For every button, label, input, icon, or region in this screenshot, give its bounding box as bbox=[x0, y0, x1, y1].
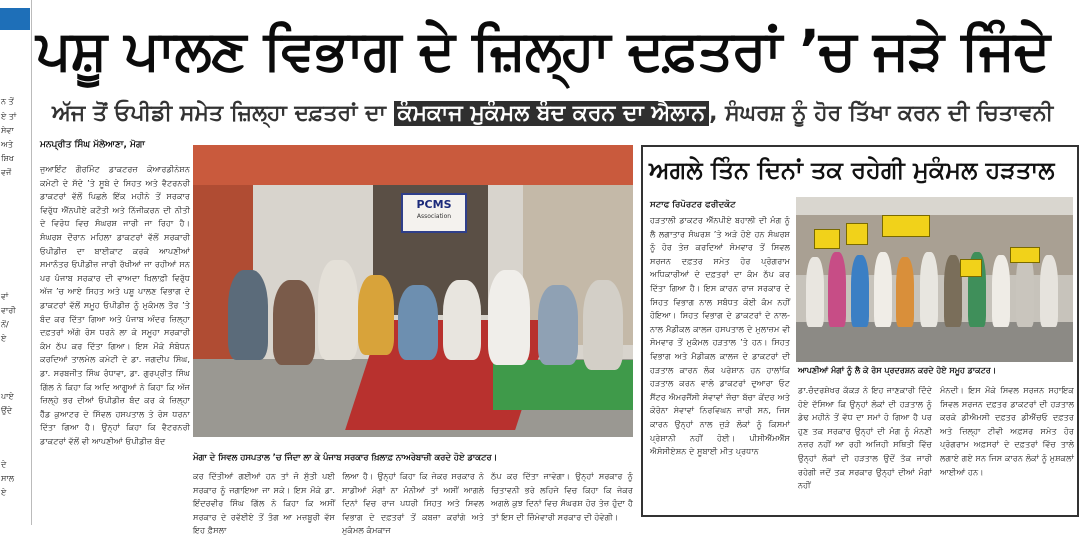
under-photo-column-3: ਠੱਪ ਕਰ ਦਿੱਤਾ ਜਾਵੇਗਾ। ਉਨ੍ਹਾਂ ਸਰਕਾਰ ਨੂੰ ਚਿਤਾਵਨੀ ਭਰੇ ਲਹਿਜੇ ਵਿਚ ਕਿਹਾ ਕਿ ਜੇਕਰ ਅਗਲੇ ਕੁਝ ਦਿਨਾਂ ਵਿਚ ਸੰਘਰਸ਼ ਹੋਰ ਤੇਜ਼ ਹੁੰਦਾ ਹੈ ਤਾਂ ਇਸ ਦੀ ਜ਼ਿੰਮੇਵਾਰੀ ਸਰਕਾਰ ਦੀ ਹੋਵੇਗੀ। bbox=[491, 471, 633, 522]
headline: ਪਸ਼ੂ ਪਾਲਣ ਵਿਭਾਗ ਦੇ ਜ਼ਿਲ੍ਹਾ ਦਫ਼ਤਰਾਂ ’ਚ ਜੜੇ ਜਿੰਦੇ bbox=[36, 18, 1050, 82]
protester-figure bbox=[806, 257, 824, 327]
protester-figure bbox=[828, 252, 846, 327]
protest-placard bbox=[960, 259, 982, 277]
sidebar-story-body: ਹੜਤਾਲੀ ਡਾਕਟਰ ਐੱਨਪੀਏ ਬਹਾਲੀ ਦੀ ਮੰਗ ਨੂੰ ਲੈ ਲਗਾਤਾਰ ਸੰਘਰਸ਼ ’ਤੇ ਅੜੇ ਹੋਏ ਹਨ ਸੰਘਰਸ਼ ਨੂੰ ਹੋਰ ਤੇਜ਼ ਕਰਦਿਆਂ ਸੋਮਵਾਰ ਤੋਂ ਸਿਵਲ ਸਰਜਨ ਦਫ਼ਤਰ ਸਮੇਤ ਹੋਰ ਪ੍ਰੋਗਰਾਮ ਅਧਿਕਾਰੀਆਂ ਦੇ ਦਫ਼ਤਰਾਂ ਦਾ ਕੰਮ ਠੱਪ ਕਰ ਦਿੱਤਾ ਗਿਆ ਹੈ। ਇਸ ਕਾਰਨ ਰਾਜ ਸਰਕਾਰ ਦੇ ਸਿਹਤ ਵਿਭਾਗ ਨਾਲ ਸਬੰਧਤ ਕੋਈ ਕੰਮ ਨਹੀਂ ਹੋਇਆ। ਸਿਹਤ ਵਿਭਾਗ ਦੇ ਡਾਕਟਰਾਂ ਦੇ ਨਾਲ-ਨਾਲ ਮੈਡੀਕਲ ਕਾਲਜ ਹਸਪਤਾਲ ਦੇ ਮੁਲਾਜ਼ਮ ਵੀ ਸੋਮਵਾਰ ਤੋਂ ਮੁਕੰਮਲ ਹੜਤਾਲ ’ਤੇ ਹਨ। ਸਿਹਤ ਵਿਭਾਗ ਅਤੇ ਮੈਡੀਕਲ ਕਾਲਜ ਦੇ ਡਾਕਟਰਾਂ ਦੀ ਹੜਤਾਲ ਕਾਰਨ ਲੋਕ ਪਰੇਸ਼ਾਨ ਹਨ ਹਾਲਾਂਕਿ ਹੜਤਾਲ ਕਰਨ ਵਾਲੇ ਡਾਕਟਰਾਂ ਦੁਆਰਾ ਓਟ ਸੈਂਟਰ ਐਮਰਜੈਂਸੀ ਸੇਵਾਵਾਂ ਜੱਚਾ ਬੱਚਾ ਕੇਂਦਰ ਅਤੇ ਕੋਰੋਨਾ ਸੇਵਾਵਾਂ ਨਿਰਵਿਘਨ ਜਾਰੀ ਸਨ, ਜਿਸ ਕਾਰਨ ਉਨ੍ਹਾਂ ਨਾਲ ਜੁੜੇ ਲੋਕਾਂ ਨੂੰ ਕਿਸਮਾਂ ਪ੍ਰੇਸ਼ਾਨੀ ਨਹੀਂ ਹੋਈ। ਪੀਸੀਐੱਮਐੱਸ ਐਸੋਸੀਏਸ਼ਨ ਦੇ ਸੂਬਾਈ ਮੀਤ ਪ੍ਰਧਾਨ bbox=[650, 215, 790, 457]
protester-figure bbox=[318, 260, 358, 360]
adjacent-column-text-fragment: ਅਤੇ bbox=[1, 140, 13, 149]
adjacent-column-color-bar bbox=[0, 8, 30, 30]
photo-wall bbox=[193, 145, 633, 185]
adjacent-column-text-fragment: ਸ਼ਿਖ bbox=[1, 154, 14, 163]
pcms-banner bbox=[401, 193, 467, 233]
subheadline-part-1: ਅੱਜ ਤੋਂ ਓਪੀਡੀ ਸਮੇਤ ਜ਼ਿਲ੍ਹਾ ਦਫ਼ਤਰਾਂ ਦਾ bbox=[52, 101, 394, 126]
protester-figure bbox=[583, 280, 623, 370]
adjacent-column-clipped bbox=[0, 0, 30, 525]
adjacent-column-text-fragment: ਸੇਵਾ bbox=[1, 126, 14, 135]
pcms-banner-title: PCMS bbox=[416, 198, 452, 211]
protester-figure bbox=[874, 252, 892, 327]
under-photo-column-2: ਲਿਆ ਹੈ। ਉਨ੍ਹਾਂ ਕਿਹਾ ਕਿ ਜੇਕਰ ਸਰਕਾਰ ਨੇ ਸਾਡੀਆਂ ਮੰਗਾਂ ਨਾ ਮੰਨੀਆਂ ਤਾਂ ਅਸੀਂ ਆਗਲੇ ਦਿਨਾਂ ਵਿਚ ਰਾਜ ਪਧਰੀ ਸਿਹਤ ਅਤੇ ਸਿਵਲ ਵਿਭਾਗ ਦੇ ਦਫ਼ਤਰਾਂ ਤੋਂ ਕਬਜ਼ਾ ਕਰਾਂਗੇ ਅਤੇ ਮੁਕੰਮਲ ਕੰਮਕਾਜ bbox=[342, 471, 484, 536]
protest-placard bbox=[1010, 247, 1040, 263]
protester-figure bbox=[228, 270, 268, 360]
sidebar-story-byline: ਸਟਾਫ ਰਿਪੋਰਟਰ ਫਰੀਦਕੋਟ bbox=[650, 200, 736, 210]
sidebar-bottom-column-1: ਡਾ.ਚੰਦਰਸ਼ੇਖਰ ਕੱਕੜ ਨੇ ਇਹ ਜਾਣਕਾਰੀ ਦਿੰਦੇ ਹੋਏ ਦੱਸਿਆ ਕਿ ਉਨ੍ਹਾਂ ਲੋਕਾਂ ਦੀ ਹੜਤਾਲ ਨੂੰ ਡੇਢ ਮਹੀਨੇ ਤੋਂ ਵੱਧ ਦਾ ਸਮਾਂ ਹੋ ਗਿਆ ਹੈ ਪਰ ਹੁਣ ਤਕ ਸਰਕਾਰ ਉਨ੍ਹਾਂ ਦੀ ਮੰਗ ਨੂੰ ਮੰਨਣੀ ਨਜ਼ਰ ਨਹੀਂ ਆ ਰਹੀ ਅਜਿਹੀ ਸਥਿਤੀ ਵਿੱਚ ਉਨ੍ਹਾਂ ਲੋਕਾਂ ਦੀ ਹੜਤਾਲ ਉਦੋਂ ਤੱਕ ਜਾਰੀ ਰਹੇਗੀ ਜਦੋਂ ਤਕ ਸਰਕਾਰ ਉਨ੍ਹਾਂ ਦੀਆਂ ਮੰਗਾਂ ਨਹੀਂ bbox=[798, 385, 932, 491]
column-rule bbox=[31, 0, 32, 525]
adjacent-column-text-fragment: ਉਂਦੇ bbox=[1, 406, 13, 415]
adjacent-column-text-fragment: ਸਾਲ bbox=[1, 474, 15, 483]
sidebar-story-photo bbox=[796, 197, 1073, 362]
protester-figure bbox=[992, 255, 1010, 327]
sidebar-story-headline: ਅਗਲੇ ਤਿੰਨ ਦਿਨਾਂ ਤਕ ਰਹੇਗੀ ਮੁਕੰਮਲ ਹੜਤਾਲ bbox=[649, 156, 1055, 184]
adjacent-column-text-fragment: ਨ ਤੋਂ bbox=[1, 97, 14, 106]
protester-figure bbox=[358, 275, 394, 355]
protester-figure bbox=[1040, 255, 1058, 327]
sidebar-photo-caption: ਆਪਣੀਆਂ ਮੰਗਾਂ ਨੂੰ ਲੈ ਕੇ ਰੋਸ ਪ੍ਰਦਰਸ਼ਨ ਕਰਦੇ ਹੋਏ ਸਮੂਹ ਡਾਕਟਰ। bbox=[798, 366, 997, 375]
protester-figure bbox=[538, 285, 578, 365]
adjacent-column-text-fragment: ਪਾਏ bbox=[1, 392, 14, 401]
under-photo-column-1: ਕਰ ਦਿੱਤੀਆਂ ਗਈਆਂ ਹਨ ਤਾਂ ਜੋ ਸੁੱਤੀ ਪਈ ਸਰਕਾਰ ਨੂੰ ਜਗਾਇਆ ਜਾ ਸਕੇ। ਇਸ ਮੌਕੇ ਡਾ. ਇੰਦਰਵੀਰ ਸਿੰਘ ਗਿੱਲ ਨੇ ਕਿਹਾ ਕਿ ਅਸੀਂ ਸਰਕਾਰ ਦੇ ਰਵੱਈਏ ਤੋਂ ਤੰਗ ਆ ਮਜ਼ਬੂਰੀ ਵੱਸ ਇਹ ਫ਼ੈਸਲਾ bbox=[193, 471, 335, 536]
protester-figure bbox=[398, 285, 438, 360]
sidebar-bottom-column-2: ਮੰਨਦੀ। ਇਸ ਮੌਕੇ ਸਿਵਲ ਸਰਜਨ ਸਹਾਇਕ ਸਿਵਲ ਸਰਜਨ ਦਫ਼ਤਰ ਡਾਕਟਰਾਂ ਦੀ ਹੜਤਾਲ ਕਰਕੇ ਡੀਐਮਸੀ ਦਫ਼ਤਰ ਡੀਐੱਚਓ ਦਫ਼ਤਰ ਅਤੇ ਜ਼ਿਲ੍ਹਾ ਟੀਵੀ ਅਫ਼ਸਰ ਸਮੇਤ ਹੋਰ ਪ੍ਰੋਗਰਾਮ ਅਫ਼ਸਰਾਂ ਦੇ ਦਫ਼ਤਰਾਂ ਵਿੱਚ ਤਾਲੇ ਲਗਾਏ ਗਏ ਸਨ ਜਿਸ ਕਾਰਨ ਲੋਕਾਂ ਨੂੰ ਮੁਸ਼ਕਲਾਂ ਆਈਆਂ ਹਨ। bbox=[940, 385, 1074, 477]
subheadline-part-2: , ਸੰਘਰਸ਼ ਨੂੰ ਹੋਰ ਤਿੱਖਾ ਕਰਨ ਦੀ ਚਿਤਾਵਨੀ bbox=[709, 101, 1054, 126]
photo-road bbox=[796, 322, 1073, 362]
subheadline bbox=[52, 97, 1080, 131]
adjacent-column-text-fragment: ਨੋਂ/ bbox=[1, 320, 9, 329]
protest-placard bbox=[882, 215, 930, 237]
photo-protesters bbox=[218, 240, 628, 375]
protest-placard bbox=[846, 223, 868, 245]
adjacent-column-text-fragment: ਵਾਂ bbox=[1, 292, 9, 301]
adjacent-column-text-fragment: ਦੇ bbox=[1, 460, 7, 469]
protester-figure bbox=[273, 280, 315, 365]
protest-placard bbox=[814, 229, 840, 249]
protester-figure bbox=[443, 280, 481, 360]
main-photo bbox=[193, 145, 633, 437]
adjacent-column-text-fragment: ਏ ਤਾਂ bbox=[1, 112, 17, 121]
protester-figure bbox=[920, 252, 938, 327]
subheadline-highlight: ਕੰਮਕਾਜ ਮੁਕੰਮਲ ਬੰਦ ਕਰਨ ਦਾ ਐਲਾਨ bbox=[394, 101, 710, 126]
main-photo-caption: ਮੋਗਾ ਦੇ ਸਿਵਲ ਹਸਪਤਾਲ ’ਚ ਜਿੰਦਾ ਲਾ ਕੇ ਪੰਜਾਬ ਸਰਕਾਰ ਖ਼ਿਲਾਫ਼ ਨਾਅਰੇਬਾਜ਼ੀ ਕਰਦੇ ਹੋਏ ਡਾਕਟਰ। bbox=[193, 452, 498, 462]
byline: ਮਨਪ੍ਰੀਤ ਸਿੰਘ ਮੱਲੇਆਣਾ, ਮੋਗਾ bbox=[40, 140, 145, 150]
protester-figure bbox=[488, 270, 530, 365]
protester-figure bbox=[896, 257, 914, 327]
protester-figure bbox=[851, 255, 869, 327]
article-body-column: ਜੁਆਇੰਟ ਗੌਰਮਿੰਟ ਡਾਕਟਰਜ਼ ਕੋਆਰਡੀਨੇਸ਼ਨ ਕਮੇਟੀ ਦੇ ਸੱਦੇ ’ਤੇ ਸੂਬੇ ਦੇ ਸਿਹਤ ਅਤੇ ਵੈਟਰਨਰੀ ਡਾਕਟਰਾਂ ਵੱਲੋਂ ਪਿਛਲੇ ਇੱਕ ਮਹੀਨੇ ਤੋਂ ਸਰਕਾਰ ਵਿਰੁੱਧ ਐੱਨਪੀਏ ਕਟੌਤੀ ਅਤੇ ਨਿੱਜੀਕਰਨ ਦੀ ਨੀਤੀ ਦੇ ਵਿਰੋਧ ਵਿਚ ਸੰਘਰਸ਼ ਜਾਰੀ ਜਾ ਰਿਹਾ ਹੈ। ਸੰਘਰਸ਼ ਦੌਰਾਨ ਮਹਿਲਾ ਡਾਕਟਰਾਂ ਵੱਲੋਂ ਸਰਕਾਰੀ ਓਪੀਡੀਜ਼ ਦਾ ਬਾਈਕਾਟ ਕਰਕੇ ਆਪਣੀਆਂ ਸਮਾਨੰਤਰ ਓਪੀਡੀਜ਼ ਜਾਰੀ ਰੱਖੀਆਂ ਜਾ ਰਹੀਆਂ ਸਨ ਪਰ ਪੰਜਾਬ ਸਰਕਾਰ ਦੀ ਵਾਅਦਾ ਖ਼ਿਲਾਫ਼ੀ ਵਿਰੁੱਧ ਅੱਜ ’ਚ ਆਏ ਸਿਹਤ ਅਤੇ ਪਸ਼ੂ ਪਾਲਣ ਵਿਭਾਗ ਦੇ ਡਾਕਟਰਾਂ ਵੱਲੋਂ ਸਮੂਹ ਓਪੀਡੀਜ਼ ਨੂੰ ਮੁਕੰਮਲ ਤੌਰ ’ਤੇ ਬੰਦ ਕਰ ਦਿੱਤਾ ਗਿਆ ਅਤੇ ਪੰਜਾਬ ਅੰਦਰ ਜ਼ਿਲ੍ਹਾ ਦਫ਼ਤਰਾਂ ਅੱਗੇ ਰੋਸ ਧਰਨੇ ਲਾ ਕੇ ਸਮੂਹਾ ਸਰਕਾਰੀ ਕੰਮ ਠੱਪ ਕਰ ਦਿੱਤਾ ਗਿਆ। ਇਸ ਮੌਕੇ ਸੰਬੋਧਨ ਕਰਦਿਆਂ ਤਾਲਮੇਲ ਕਮੇਟੀ ਦੇ ਡਾ. ਜਗਦੀਪ ਸਿੰਘ, ਡਾ. ਸਰਬਜੀਤ ਸਿੰਘ ਰੰਧਾਵਾ, ਡਾ. ਗੁਰਪ੍ਰੀਤ ਸਿੰਘ ਗਿੱਲ ਨੇ ਕਿਹਾ ਕਿ ਅਦਿ ਆਗੂਆਂ ਨੇ ਕਿਹਾ ਕਿ ਅੱਜ ਜ਼ਿਲ੍ਹੇ ਭਰ ਦੀਆਂ ਓਪੀਡੀਜ਼ ਬੰਦ ਕਰ ਕੇ ਜ਼ਿਲ੍ਹਾ ਹੈੱਡ ਕੁਆਟਰ ਦੇ ਸਿੱਵਲ ਹਸਪਤਾਲ ਤੇ ਰੋਸ ਧਰਨਾ ਦਿੱਤਾ ਗਿਆ ਹੈ। ਉਨ੍ਹਾਂ ਕਿਹਾ ਕਿ ਵੈਟਰਨਰੀ ਡਾਕਟਰਾਂ ਵੱਲੋਂ ਵੀ ਆਪਣੀਆਂ ਓਪੀਡੀਜ਼ ਬੰਦ bbox=[40, 164, 190, 446]
adjacent-column-text-fragment: ਵਜੋਂ bbox=[1, 168, 12, 177]
adjacent-column-text-fragment: ਵਾਰੀ bbox=[1, 306, 16, 315]
pcms-banner-subtitle: Association bbox=[416, 213, 452, 220]
adjacent-column-text-fragment: ਏ bbox=[1, 488, 7, 497]
protester-figure bbox=[1016, 252, 1034, 327]
adjacent-column-text-fragment: ਏ bbox=[1, 334, 7, 343]
